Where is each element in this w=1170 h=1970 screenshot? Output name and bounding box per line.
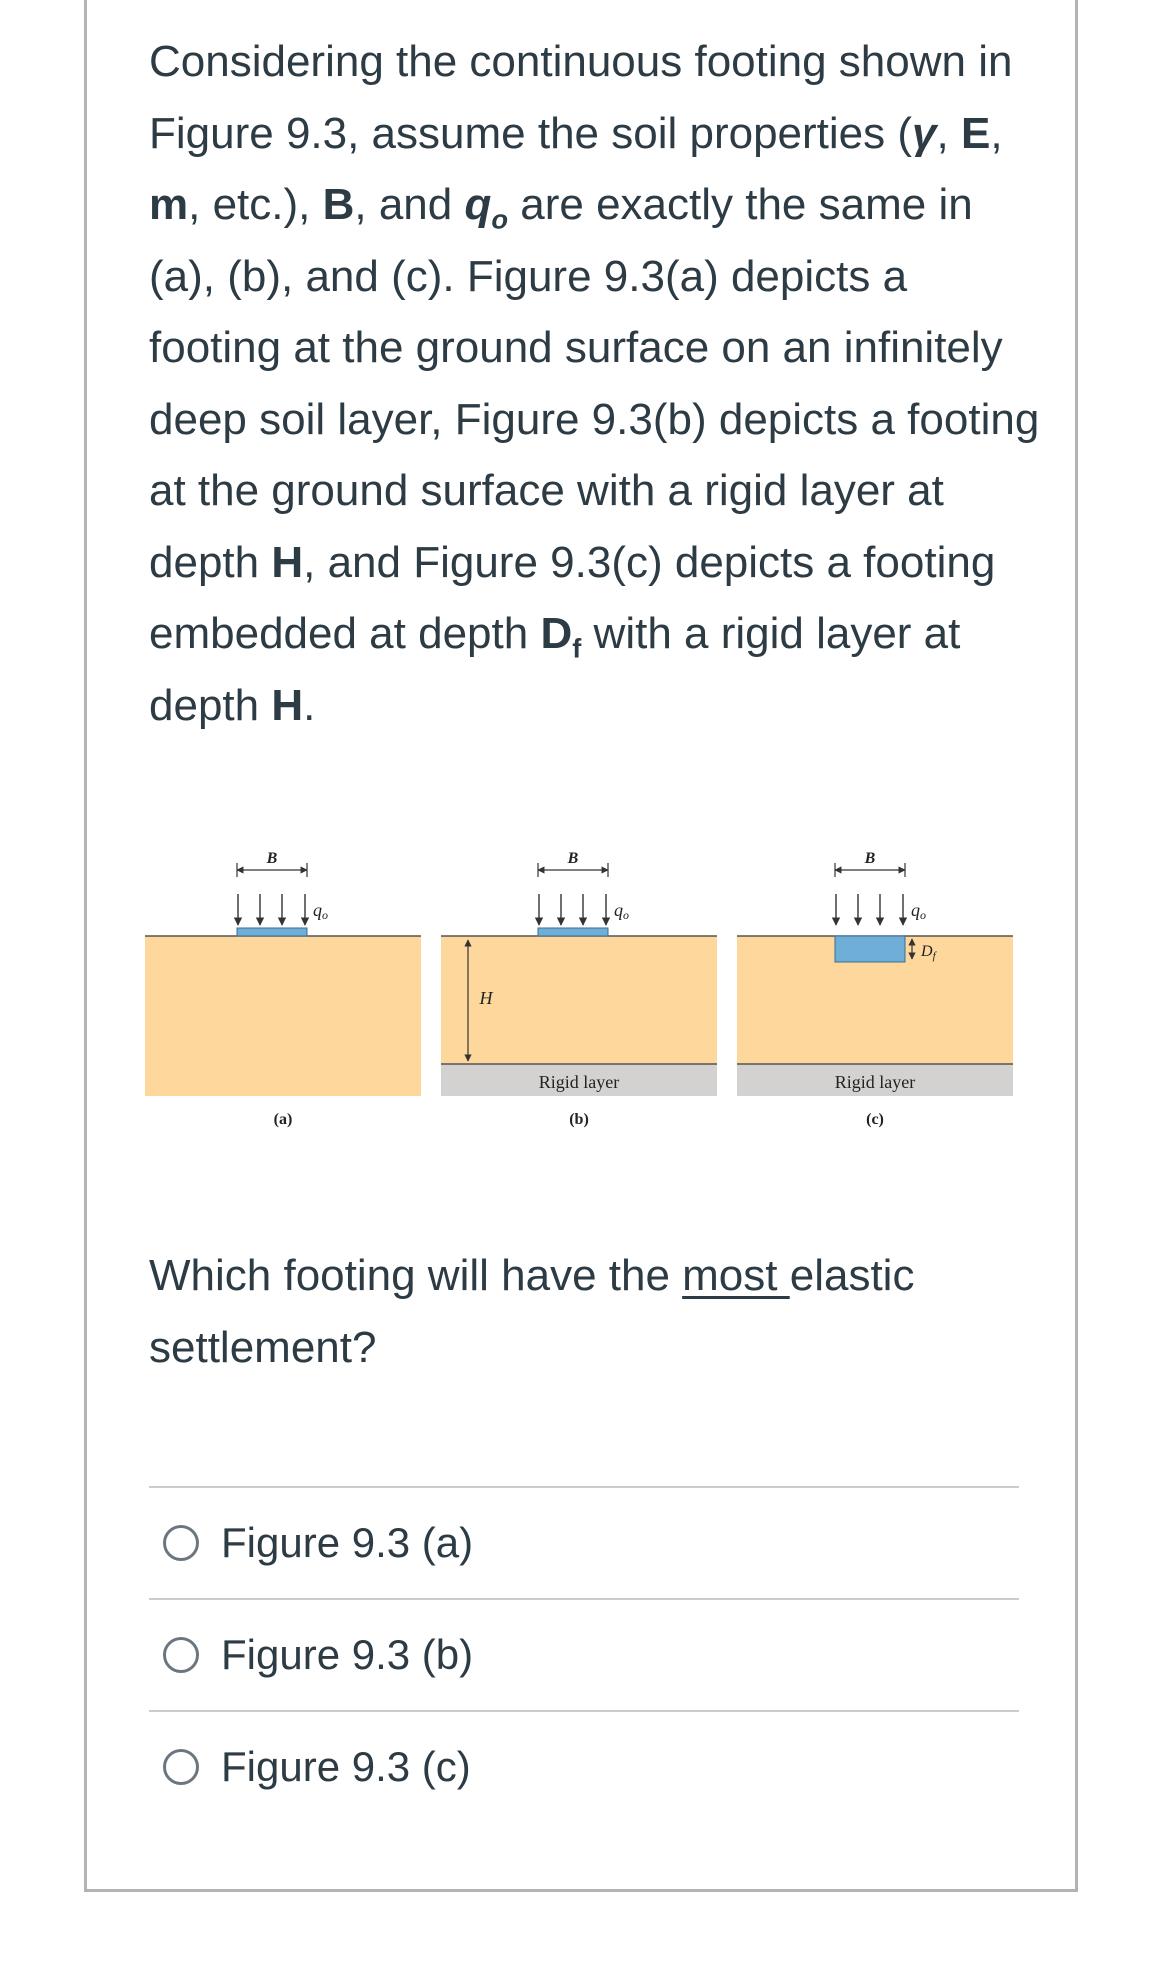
label-q-c: qo: [911, 900, 926, 922]
caption-a: (a): [273, 1111, 293, 1128]
radio-button-icon[interactable]: [163, 1525, 199, 1561]
emphasis-most: most: [682, 1251, 790, 1300]
label-b-a: B: [266, 850, 278, 867]
radio-button-icon[interactable]: [163, 1637, 199, 1673]
answer-label: Figure 9.3 (a): [221, 1519, 474, 1566]
answer-label: Figure 9.3 (b): [221, 1631, 474, 1678]
rigid-layer-label-c: Rigid layer: [834, 1072, 916, 1092]
footing-a: [237, 928, 307, 936]
answer-option-a[interactable]: [149, 1486, 1019, 1598]
question-card: [84, 0, 1078, 1892]
radio-button-icon[interactable]: [163, 1749, 199, 1785]
question-prompt: Which footing will have the most elastic settlement?: [149, 1251, 915, 1372]
load-arrows-a: [238, 894, 305, 925]
figure-9-3: [145, 836, 1025, 1146]
label-q-b: qo: [614, 900, 629, 922]
label-b-c: B: [864, 850, 876, 867]
caption-c: (c): [866, 1111, 884, 1128]
answer-list: [149, 1486, 1019, 1822]
panel-c: [737, 850, 1013, 1128]
label-df: Df: [921, 943, 936, 962]
load-arrows-b: [539, 894, 606, 925]
load-arrows-c: [836, 894, 903, 925]
label-b-b: B: [567, 850, 579, 867]
label-h: H: [479, 988, 493, 1008]
soil-layer-a: [145, 936, 421, 1096]
footing-b: [538, 928, 608, 936]
label-q-a: qo: [313, 900, 328, 922]
question-text: Considering the continuous footing shown in Figure 9.3, assume the soil properties (γ, E, m, etc.), B, and $q_o$ are exactly the same in (a), (b), and (c). Figure 9.3(a) depicts a footing at the ground surface on an infinitely deep soil layer, Figure 9.3(b) depicts a footing at the ground surface with a rigid layer at depth H, and Figure 9.3(c) depicts a footing embedded at depth $D_f$ with a rigid layer at depth H.: [149, 37, 1040, 730]
answer-option-c[interactable]: [149, 1710, 1019, 1822]
answer-label: Figure 9.3 (c): [221, 1743, 471, 1790]
panel-b: [441, 850, 717, 1128]
answer-option-b[interactable]: [149, 1598, 1019, 1710]
panel-a: [145, 850, 421, 1128]
rigid-layer-label-b: Rigid layer: [538, 1072, 620, 1092]
caption-b: (b): [569, 1111, 589, 1128]
footing-c: [835, 936, 905, 962]
